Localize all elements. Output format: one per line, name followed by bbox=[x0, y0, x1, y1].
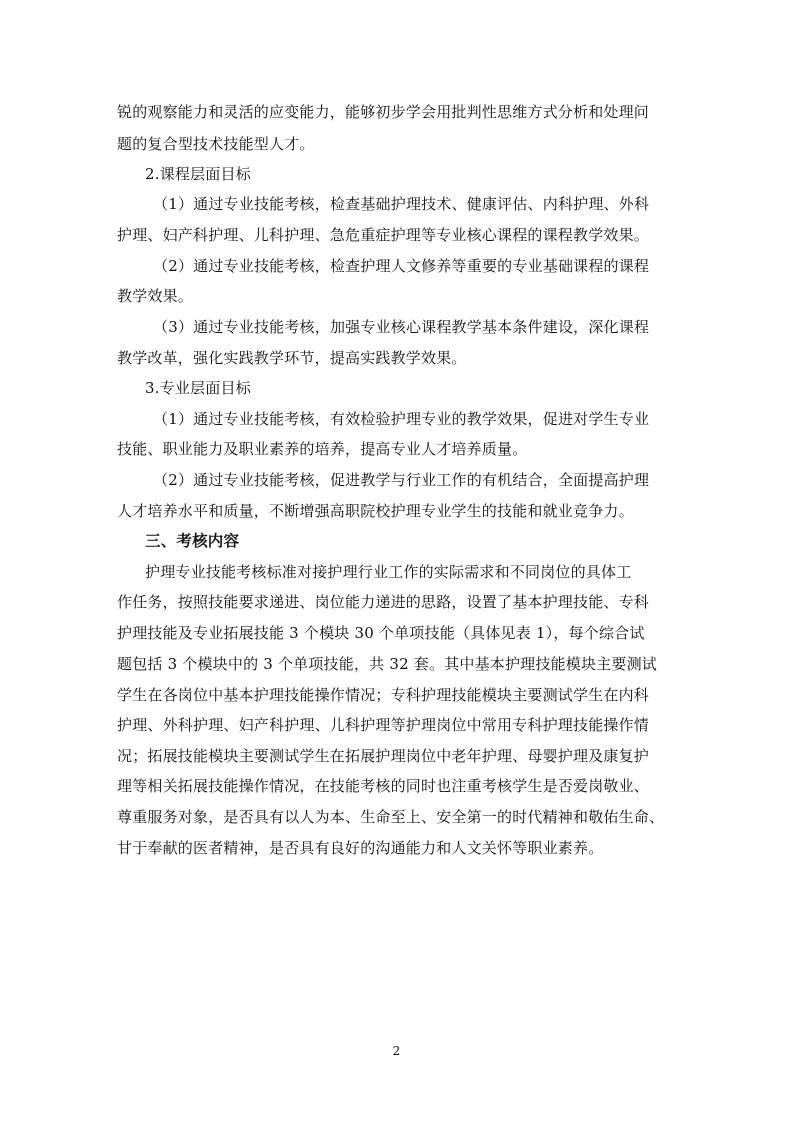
text-line: 题的复合型技术技能型人才。 bbox=[117, 135, 315, 153]
text-line: 尊重服务对象，是否具有以人为本、生命至上、安全第一的时代精神和敬佑生命、 bbox=[117, 808, 665, 826]
section-heading: 三、考核内容 bbox=[145, 532, 240, 550]
section-subheading: 3.专业层面目标 bbox=[145, 379, 251, 397]
text-line: 学生在各岗位中基本护理技能操作情况；专科护理技能模块主要测试学生在内科 bbox=[117, 686, 650, 704]
text-line: 人才培养水平和质量，不断增强高职院校护理专业学生的技能和就业竞争力。 bbox=[117, 502, 634, 520]
text-line: 教学改革，强化实践教学环节，提高实践教学效果。 bbox=[117, 349, 467, 367]
page-number: 2 bbox=[392, 1044, 401, 1058]
text-line: 护理、外科护理、妇产科护理、儿科护理等护理岗位中常用专科护理技能操作情 bbox=[117, 716, 650, 734]
text-line: 护理、妇产科护理、儿科护理、急危重症护理等专业核心课程的课程教学效果。 bbox=[117, 226, 650, 244]
text-line: 教学效果。 bbox=[117, 287, 194, 305]
text-line: 甘于奉献的医者精神，是否具有良好的沟通能力和人文关怀等职业素养。 bbox=[117, 839, 604, 857]
text-line: 护理技能及专业拓展技能 3 个模块 30 个单项技能（具体见表 1），每个综合试 bbox=[117, 624, 645, 642]
text-line: 护理专业技能考核标准对接护理行业工作的实际需求和不同岗位的具体工 bbox=[145, 563, 632, 581]
text-line: 况；拓展技能模块主要测试学生在拓展护理岗位中老年护理、母婴护理及康复护 bbox=[117, 747, 650, 765]
text-line: 题包括 3 个模块中的 3 个单项技能，共 32 套。其中基本护理技能模块主要测试 bbox=[117, 655, 657, 673]
text-line: （1）通过专业技能考核，有效检验护理专业的教学效果，促进对学生专业 bbox=[153, 410, 650, 428]
text-line: 理等相关拓展技能操作情况，在技能考核的同时也注重考核学生是否爱岗敬业、 bbox=[117, 777, 650, 795]
text-line: 作任务，按照技能要求递进、岗位能力递进的思路，设置了基本护理技能、专科 bbox=[117, 593, 650, 611]
text-line: 锐的观察能力和灵活的应变能力，能够初步学会用批判性思维方式分析和处理问 bbox=[117, 103, 650, 121]
text-line: （3）通过专业技能考核，加强专业核心课程教学基本条件建设，深化课程 bbox=[153, 318, 650, 336]
text-line: （2）通过专业技能考核，促进教学与行业工作的有机结合，全面提高护理 bbox=[153, 471, 650, 489]
text-line: （1）通过专业技能考核，检查基础护理技术、健康评估、内科护理、外科 bbox=[153, 195, 650, 213]
text-line: （2）通过专业技能考核，检查护理人文修养等重要的专业基础课程的课程 bbox=[153, 257, 650, 275]
section-subheading: 2.课程层面目标 bbox=[145, 165, 251, 183]
text-line: 技能、职业能力及职业素养的培养，提高专业人才培养质量。 bbox=[117, 440, 528, 458]
